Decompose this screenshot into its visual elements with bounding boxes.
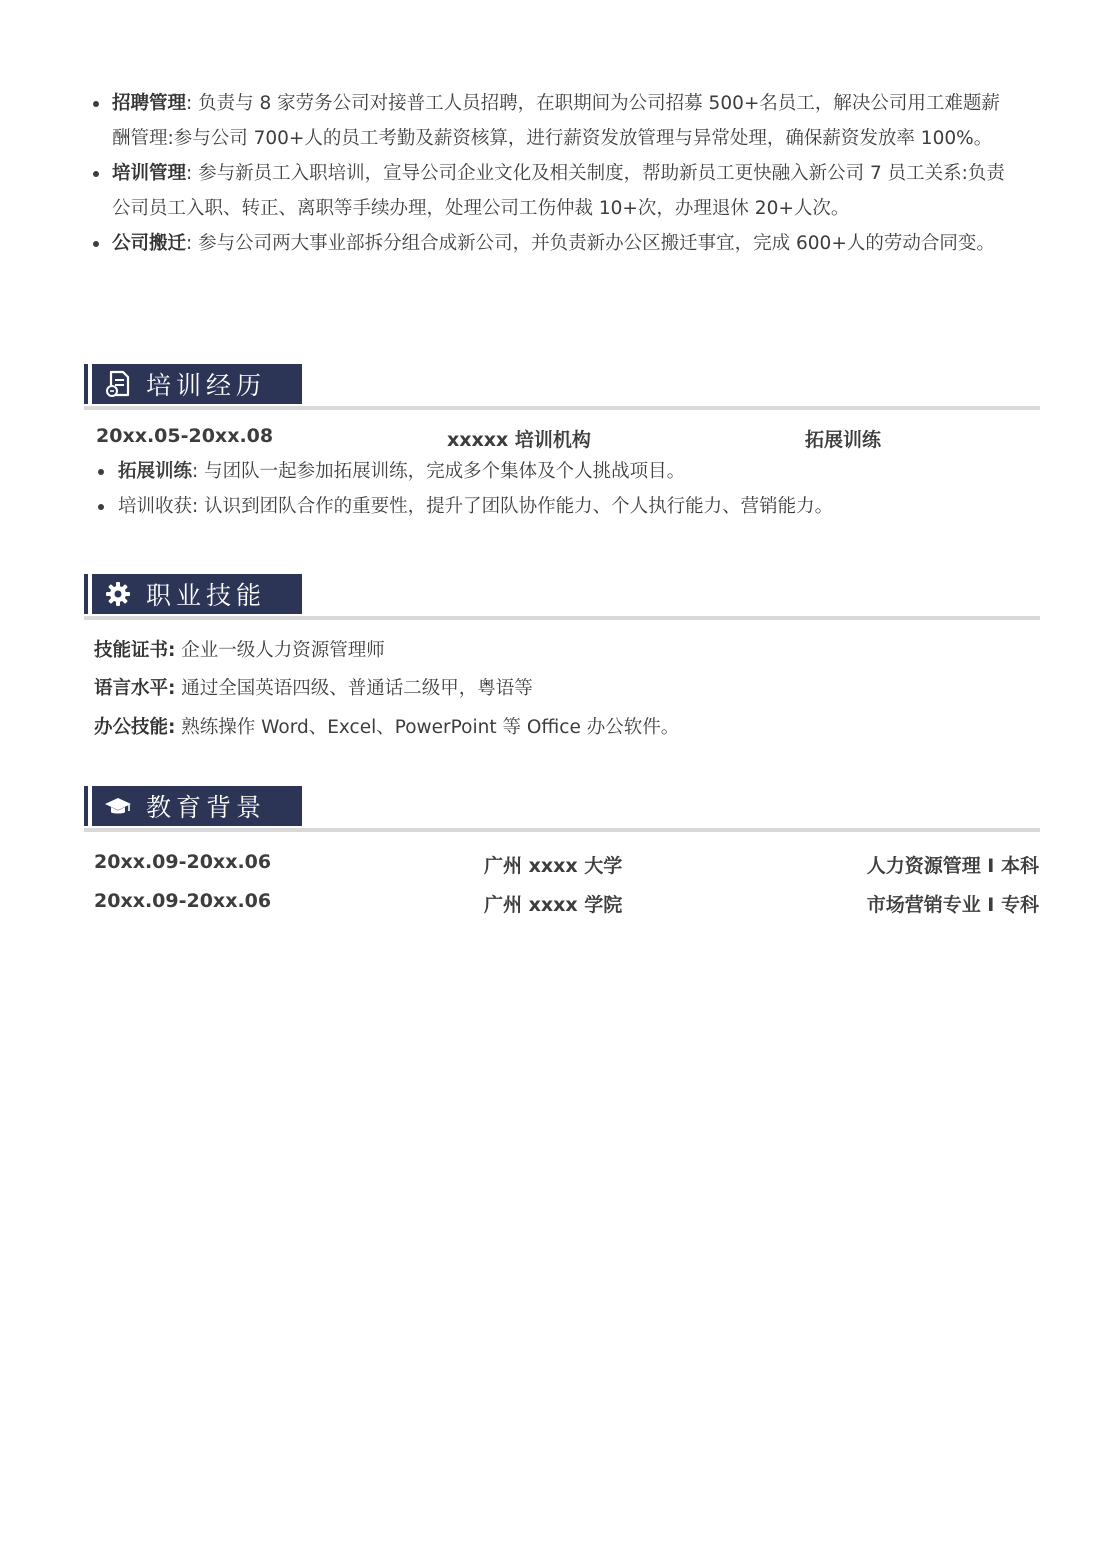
section-tag	[84, 574, 306, 614]
training-org: xxxxx 培训机构	[447, 429, 591, 451]
training-item	[96, 454, 685, 489]
skill-text: 熟练操作 Word、Excel、PowerPoint 等 Office 办公软件。	[175, 717, 680, 738]
bullet-dot	[98, 469, 104, 475]
education-major: 市场营销专业 I 专科	[866, 894, 1039, 916]
work-bullet	[88, 86, 1013, 156]
education-date: 20xx.09-20xx.06	[94, 890, 272, 912]
document-icon	[104, 370, 132, 398]
bullet-text: 培训收获: 认识到团队合作的重要性，提升了团队协作能力、个人执行能力、营销能力。	[118, 496, 834, 517]
section-title: 教育背景	[146, 793, 267, 822]
bullet-dot	[98, 504, 104, 510]
training-course: 拓展训练	[805, 429, 882, 451]
section-title: 培训经历	[146, 371, 267, 400]
gear-icon	[104, 580, 132, 608]
education-major: 人力资源管理 I 本科	[866, 855, 1039, 877]
bullet-dot	[93, 171, 99, 177]
training-section-header	[84, 364, 1040, 410]
bullet-dot	[93, 101, 99, 107]
section-tag-box	[92, 786, 302, 826]
section-tag-box	[92, 364, 302, 404]
section-tag	[84, 786, 306, 826]
section-rule	[84, 406, 1040, 410]
skill-line	[94, 713, 679, 743]
education-school: 广州 xxxx 学院	[484, 894, 623, 916]
bullet-label: 拓展训练	[118, 461, 193, 482]
training-item	[96, 489, 833, 524]
bullet-text: : 与团队一起参加拓展训练，完成多个集体及个人挑战项目。	[192, 461, 686, 482]
section-rule	[84, 828, 1040, 832]
education-date: 20xx.09-20xx.06	[94, 851, 272, 873]
section-title: 职业技能	[146, 581, 267, 610]
section-tag-box	[92, 574, 302, 614]
bullet-label: 培训管理	[112, 163, 187, 184]
skill-text: 企业一级人力资源管理师	[175, 640, 385, 661]
bullet-text: : 参与新员工入职培训，宣导公司企业文化及相关制度，帮助新员工更快融入新公司 7 员工关系:负责公司员工入职、转正、离职等手续办理，处理公司工伤仲裁 10+次，办理退休 20+人次。	[112, 163, 1005, 219]
skill-label: 语言水平:	[94, 678, 176, 699]
skill-label: 技能证书:	[94, 640, 176, 661]
graduation-cap-icon	[104, 792, 132, 820]
section-tag	[84, 364, 306, 404]
skill-line	[94, 636, 385, 666]
bullet-dot	[93, 241, 99, 247]
training-date: 20xx.05-20xx.08	[96, 425, 274, 447]
bullet-text: : 负责与 8 家劳务公司对接普工人员招聘，在职期间为公司招募 500+名员工，解决公司用工难题薪酬管理:参与公司 700+人的员工考勤及薪资核算，进行薪资发放管理与异常处理，确保薪资发放率 100%。	[112, 93, 1000, 149]
education-school: 广州 xxxx 大学	[484, 855, 623, 877]
skill-label: 办公技能:	[94, 717, 176, 738]
skill-text: 通过全国英语四级、普通话二级甲，粤语等	[175, 678, 533, 699]
work-bullet	[88, 226, 1013, 261]
education-section-header	[84, 786, 1040, 832]
work-bullets	[88, 86, 1013, 261]
bullet-label: 公司搬迁	[112, 233, 187, 254]
bullet-label: 招聘管理	[112, 93, 187, 114]
section-rule	[84, 616, 1040, 620]
skills-section-header	[84, 574, 1040, 620]
bullet-text: : 参与公司两大事业部拆分组合成新公司，并负责新办公区搬迁事宜，完成 600+人的劳动合同变。	[186, 233, 995, 254]
work-bullet	[88, 156, 1013, 226]
skill-line	[94, 674, 533, 704]
